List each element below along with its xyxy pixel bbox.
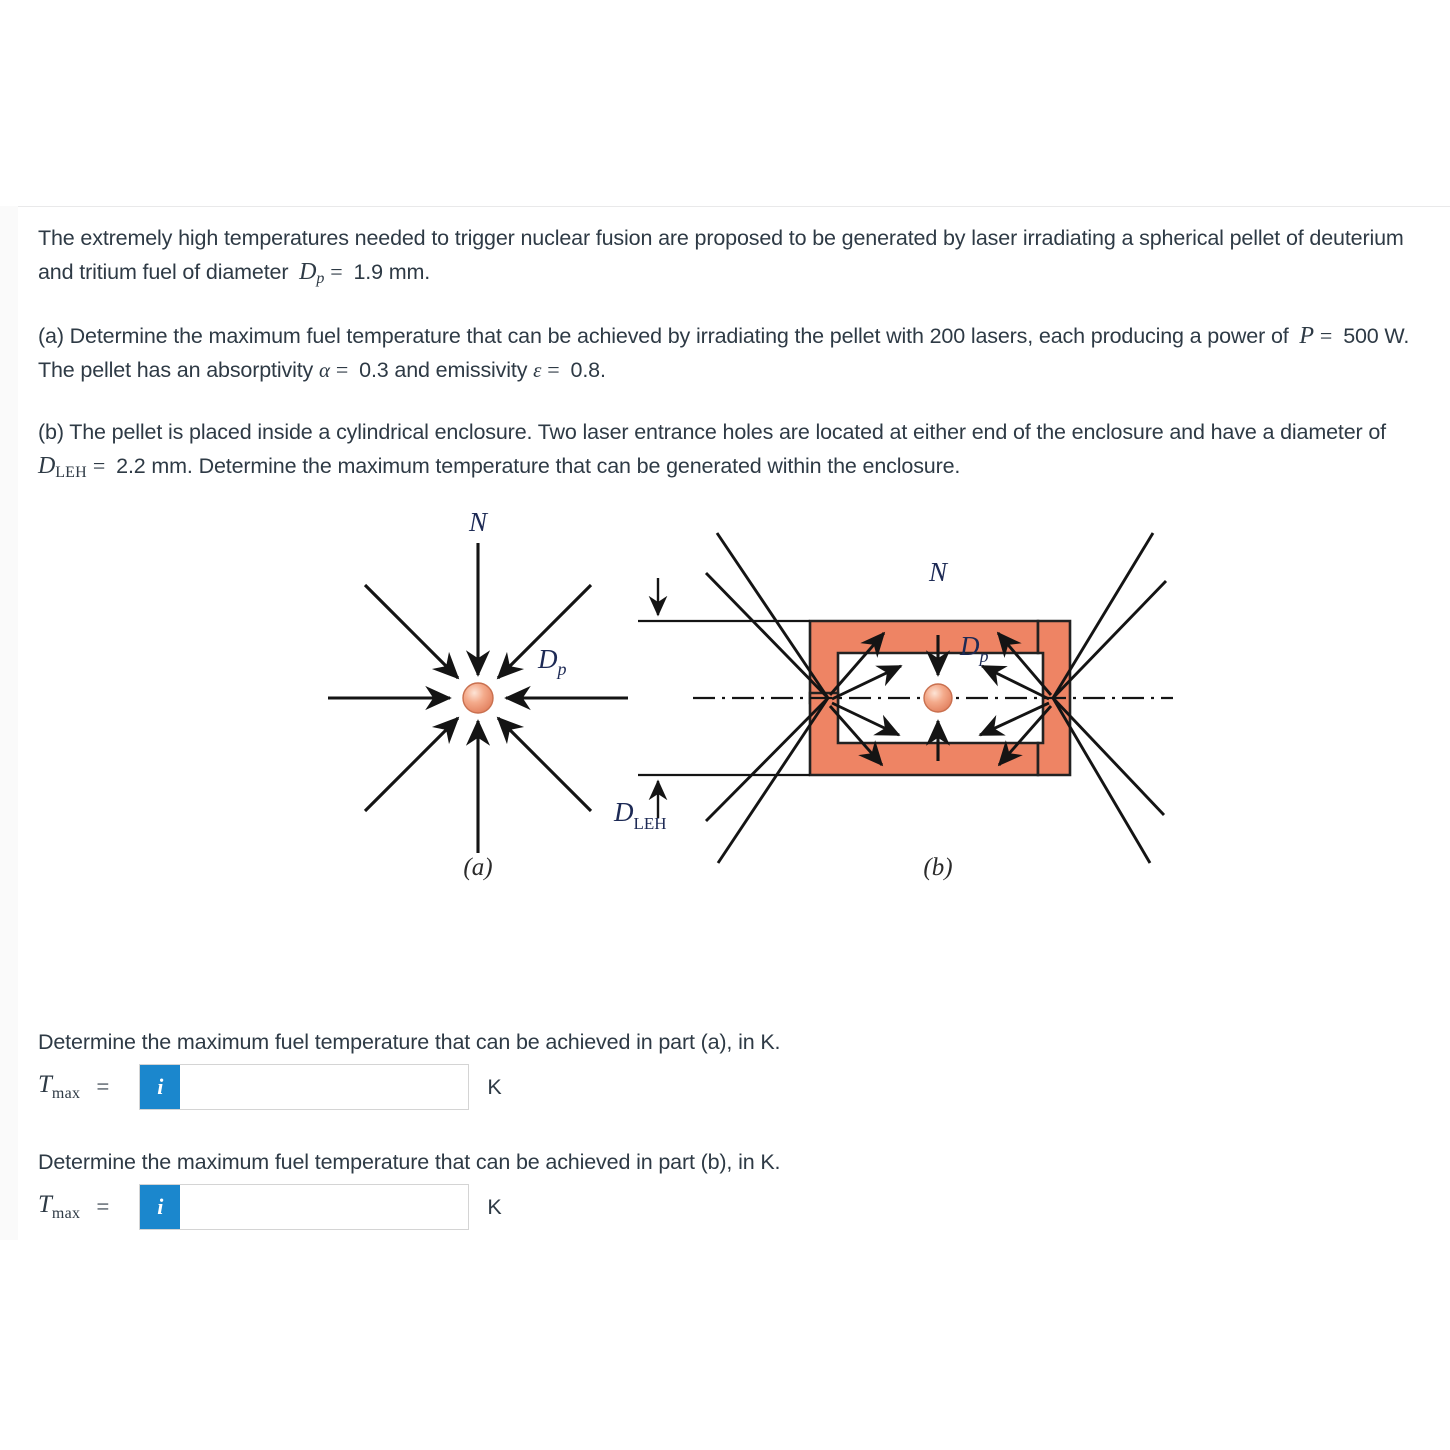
answer-row-b xyxy=(38,1184,502,1230)
answer-prompt-a: Determine the maximum fuel temperature that can be achieved in part (a), in K. xyxy=(38,1030,781,1054)
equals-sign-b: = xyxy=(96,1194,110,1219)
equals-sign: = xyxy=(547,357,560,382)
intro-paragraph xyxy=(38,222,1438,295)
answer-prompt-b: Determine the maximum fuel temperature that can be achieved in part (b), in K. xyxy=(38,1150,781,1174)
symbol-epsilon: ε xyxy=(533,358,542,382)
equals-sign: = xyxy=(92,453,106,478)
part-b-paragraph xyxy=(38,416,1408,489)
part-a-lead: (a) Determine the maximum fuel temperature that can be achieved by irradiating the pellet with 200 lasers, each producing a power of xyxy=(38,324,1289,348)
part-a-paragraph xyxy=(38,319,1436,387)
question-card xyxy=(18,206,1450,1240)
equals-sign-a: = xyxy=(96,1074,110,1099)
left-gutter xyxy=(0,206,18,1240)
equals-sign: = xyxy=(335,357,349,382)
tmax-label-b: $T_{max}$ xyxy=(38,1191,81,1222)
unit-label-b: K xyxy=(487,1194,502,1219)
value-alpha: 0.3 and emissivity xyxy=(359,358,528,382)
intro-text: The extremely high temperatures needed to trigger nuclear fusion are proposed to be generated by laser irradiating a spherical pellet of deuterium and tritium fuel of diameter xyxy=(38,226,1404,284)
panel-b-label-Dp: $D_p$ xyxy=(960,631,989,666)
panel-a-label-N: N xyxy=(468,507,488,537)
panel-b-caption: (b) xyxy=(923,854,953,881)
pellet-sphere-a xyxy=(463,683,493,713)
answer-field-group-b xyxy=(139,1184,469,1230)
value-epsilon: 0.8. xyxy=(570,358,606,382)
symbol-Dp: Dp xyxy=(299,259,325,288)
fusion-pellet-figure xyxy=(298,503,1173,893)
value-DLEH: 2.2 mm. Determine the maximum temperature that can be generated within the enclosure. xyxy=(116,454,961,478)
panel-a-label-Dp: $D_p$ xyxy=(538,644,567,679)
symbol-alpha: α xyxy=(319,358,330,382)
value-Dp: 1.9 mm. xyxy=(353,260,431,284)
tmax-label-a: $T_{max}$ xyxy=(38,1071,81,1102)
panel-b-label-N: N xyxy=(928,557,948,587)
info-icon-a[interactable]: i xyxy=(140,1065,180,1109)
answer-row-a xyxy=(38,1064,502,1110)
tmax-input-b[interactable] xyxy=(180,1185,468,1229)
symbol-P: P xyxy=(1299,323,1314,349)
panel-a-caption: (a) xyxy=(463,854,493,881)
tmax-input-a[interactable] xyxy=(180,1065,468,1109)
answer-field-group-a xyxy=(139,1064,469,1110)
equals-sign: = xyxy=(330,259,343,284)
unit-label-a: K xyxy=(487,1074,502,1099)
part-b-lead: (b) The pellet is placed inside a cylindrical enclosure. Two laser entrance holes are located at either end of the enclosure and have a diameter of xyxy=(38,420,1386,444)
equals-sign: = xyxy=(1319,323,1333,348)
pellet-sphere-b xyxy=(924,684,952,712)
value-P: 500 W. The pellet has an absorptivity xyxy=(38,324,1410,382)
symbol-DLEH: DLEH xyxy=(38,453,87,482)
info-icon-b[interactable]: i xyxy=(140,1185,180,1229)
panel-b-label-DLEH: $D_{LEH}$ xyxy=(614,797,667,833)
